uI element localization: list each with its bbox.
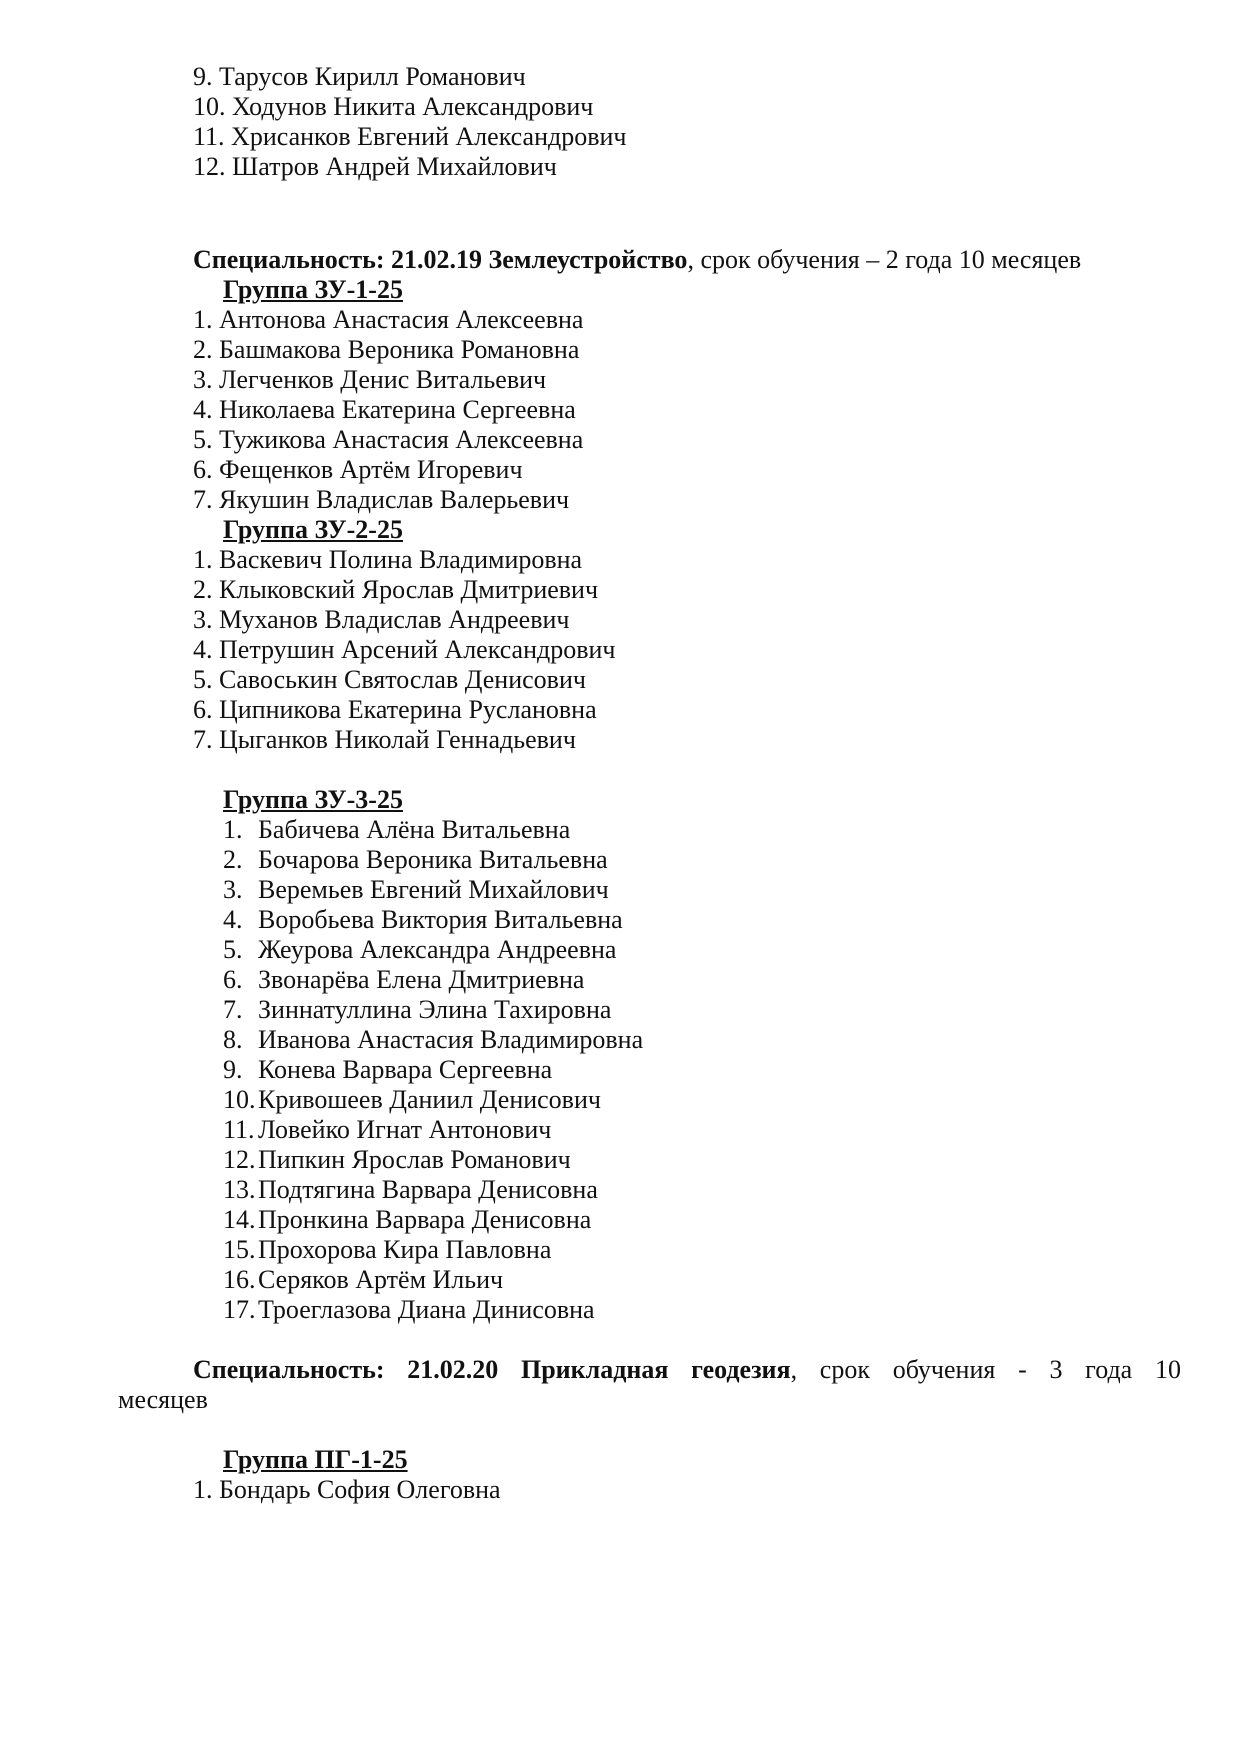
list-item: 1. Антонова Анастасия Алексеевна xyxy=(193,305,584,334)
list-item: 6. Ципникова Екатерина Руслановна xyxy=(193,695,597,724)
list-item: 9. Тарусов Кирилл Романович xyxy=(193,62,526,91)
group-title: Группа ПГ-1-25 xyxy=(223,1445,408,1474)
list-item: 10. Ходунов Никита Александрович xyxy=(193,92,594,121)
list-item: 3. Муханов Владислав Андреевич xyxy=(193,605,570,634)
list-item: 12. Шатров Андрей Михайлович xyxy=(193,152,557,181)
list-item: 12.Пипкин Ярослав Романович xyxy=(223,1145,571,1174)
list-item: 6. Звонарёва Елена Дмитриевна xyxy=(223,965,585,994)
list-item: 4. Николаева Екатерина Сергеевна xyxy=(193,395,576,424)
specialty-heading: Специальность: 21.02.19 Землеустройство, срок обучения – 2 года 10 месяцев xyxy=(193,245,1082,274)
list-item: 10.Кривошеев Даниил Денисович xyxy=(223,1085,601,1114)
list-item: 17.Троеглазова Диана Динисовна xyxy=(223,1295,595,1324)
list-item: 5. Тужикова Анастасия Алексеевна xyxy=(193,425,584,454)
list-item: 14.Пронкина Варвара Денисовна xyxy=(223,1205,592,1234)
list-item: 1. Бондарь София Олеговна xyxy=(193,1475,501,1504)
list-item: 2. Клыковский Ярослав Дмитриевич xyxy=(193,575,599,604)
list-item: 2. Бочарова Вероника Витальевна xyxy=(223,845,608,874)
group-title: Группа ЗУ-2-25 xyxy=(223,515,403,544)
list-item: 16.Серяков Артём Ильич xyxy=(223,1265,504,1294)
list-item: 9. Конева Варвара Сергеевна xyxy=(223,1055,553,1084)
list-item: 5. Жеурова Александра Андреевна xyxy=(223,935,617,964)
list-item: 13.Подтягина Варвара Денисовна xyxy=(223,1175,598,1204)
list-item: 11. Хрисанков Евгений Александрович xyxy=(193,122,627,151)
list-item: 2. Башмакова Вероника Романовна xyxy=(193,335,580,364)
list-item: 4. Петрушин Арсений Александрович xyxy=(193,635,616,664)
list-item: 4. Воробьева Виктория Витальевна xyxy=(223,905,623,934)
list-item: 7. Зиннатуллина Элина Тахировна xyxy=(223,995,612,1024)
list-item: 3. Легченков Денис Витальевич xyxy=(193,365,547,394)
list-item: 15.Прохорова Кира Павловна xyxy=(223,1235,552,1264)
list-item: 11. Ловейко Игнат Антонович xyxy=(223,1115,552,1144)
list-item: 7. Цыганков Николай Геннадьевич xyxy=(193,725,576,754)
list-item: 1. Бабичева Алёна Витальевна xyxy=(223,815,571,844)
list-item: 1. Васкевич Полина Владимировна xyxy=(193,545,583,574)
group-title: Группа ЗУ-3-25 xyxy=(223,785,403,814)
list-item: 3. Веремьев Евгений Михайлович xyxy=(223,875,609,904)
list-item: 6. Фещенков Артём Игоревич xyxy=(193,455,523,484)
list-item: 7. Якушин Владислав Валерьевич xyxy=(193,485,570,514)
specialty-heading: Специальность: 21.02.20 Прикладная геодезия, срок обучения - 3 года 10 месяцев xyxy=(118,1355,1181,1414)
list-item: 8. Иванова Анастасия Владимировна xyxy=(223,1025,644,1054)
group-title: Группа ЗУ-1-25 xyxy=(223,275,403,304)
list-item: 5. Савоськин Святослав Денисович xyxy=(193,665,586,694)
